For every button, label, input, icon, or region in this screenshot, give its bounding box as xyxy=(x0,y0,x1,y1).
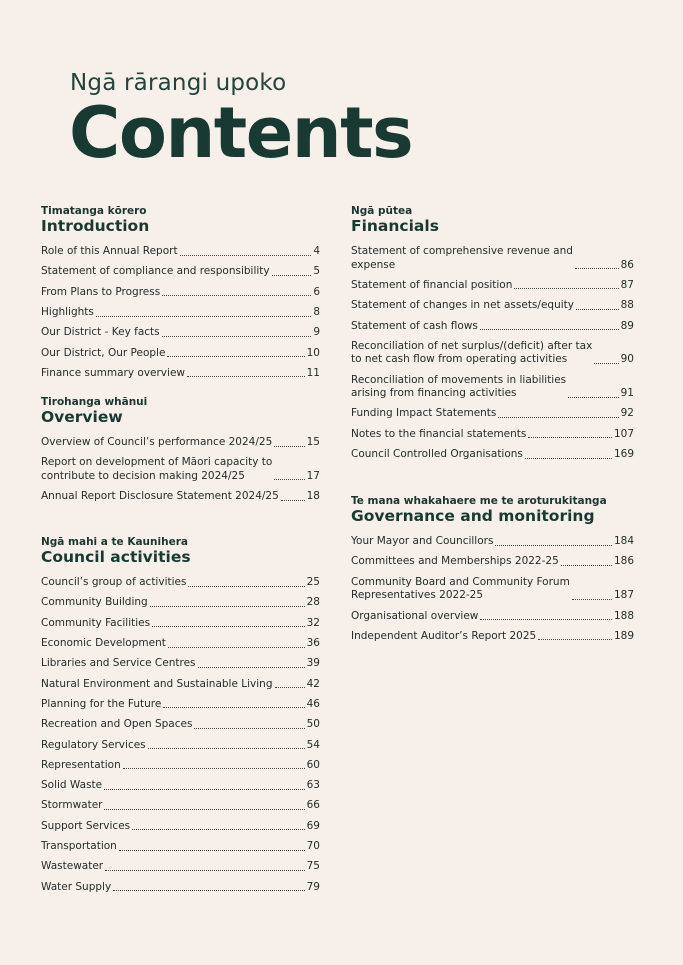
toc-entry[interactable] xyxy=(41,630,320,650)
toc-entry[interactable] xyxy=(351,441,634,461)
dot-leader xyxy=(150,606,305,607)
toc-page-number: 87 xyxy=(620,278,634,291)
section-heading: Governance and monitoring xyxy=(351,506,595,525)
toc-entry-title: Wastewater xyxy=(41,860,104,873)
toc-entry[interactable] xyxy=(351,623,634,643)
toc-entry-title: Role of this Annual Report xyxy=(41,245,178,258)
toc-page-number: 50 xyxy=(306,718,320,731)
toc-page-number: 11 xyxy=(306,366,320,379)
section-kicker: Tirohanga whānui xyxy=(41,396,148,408)
toc-entry-title: Our District - Key facts xyxy=(41,326,160,339)
toc-entry-title: Stormwater xyxy=(41,799,103,812)
toc-entry[interactable] xyxy=(351,333,634,367)
toc-entry[interactable] xyxy=(351,569,634,603)
toc-entry[interactable] xyxy=(41,651,320,671)
toc-page-number: 46 xyxy=(306,697,320,710)
section-kicker: Ngā pūtea xyxy=(351,205,413,217)
toc-entry-title: Statement of compliance and responsibility xyxy=(41,265,270,278)
toc-entry[interactable] xyxy=(41,671,320,691)
dot-leader xyxy=(162,336,312,337)
dot-leader xyxy=(528,437,612,438)
dot-leader xyxy=(123,768,305,769)
dot-leader xyxy=(180,255,312,256)
toc-entry[interactable] xyxy=(351,603,634,623)
dot-leader xyxy=(568,397,618,398)
toc-entry[interactable] xyxy=(351,421,634,441)
toc-entry-title: Community Building xyxy=(41,596,148,609)
section-financials xyxy=(351,206,634,462)
toc-page-number: 9 xyxy=(313,326,320,339)
toc-entry-title: Solid Waste xyxy=(41,779,103,792)
toc-page-number: 39 xyxy=(306,657,320,670)
toc-entry-title: Committees and Memberships 2022-25 xyxy=(351,555,559,568)
toc-entry-title: Report on development of Māori capacity to contribute to decision making 2024/25 xyxy=(41,456,273,482)
section-council-activities xyxy=(41,537,320,894)
toc-page-number: 25 xyxy=(306,576,320,589)
toc-entry-title: Statement of cash flows xyxy=(351,319,478,332)
toc-entry-title: Transportation xyxy=(41,840,117,853)
toc-page-number: 75 xyxy=(306,860,320,873)
toc-page-number: 187 xyxy=(613,589,634,602)
toc-entry-title: Notes to the financial statements xyxy=(351,427,527,440)
toc-entry-title: Funding Impact Statements xyxy=(351,407,497,420)
section-overview xyxy=(41,397,320,504)
toc-entry-title: Our District, Our People xyxy=(41,346,166,359)
dot-leader xyxy=(538,639,612,640)
toc-entry[interactable] xyxy=(41,874,320,894)
toc-entry[interactable] xyxy=(41,752,320,772)
toc-entry[interactable] xyxy=(41,569,320,589)
toc-page-number: 60 xyxy=(306,758,320,771)
section-heading: Introduction xyxy=(41,216,150,235)
toc-page-number: 91 xyxy=(620,387,634,400)
dot-leader xyxy=(480,329,619,330)
toc-page-number: 42 xyxy=(306,677,320,690)
toc-entry[interactable] xyxy=(41,483,320,503)
toc-entry-title: Council Controlled Organisations xyxy=(351,448,523,461)
toc-page-number: 184 xyxy=(613,535,634,548)
dot-leader xyxy=(272,275,312,276)
dot-leader xyxy=(480,619,612,620)
toc-entry[interactable] xyxy=(41,279,320,299)
dot-leader xyxy=(281,500,305,501)
toc-page-number: 28 xyxy=(306,596,320,609)
toc-entry-title: Statement of financial position xyxy=(351,278,513,291)
toc-entry[interactable] xyxy=(41,813,320,833)
dot-leader xyxy=(187,376,305,377)
toc-page-number: 79 xyxy=(306,880,320,893)
toc-page-number: 186 xyxy=(613,555,634,568)
toc-page-number: 63 xyxy=(306,779,320,792)
toc-entry[interactable] xyxy=(41,833,320,853)
toc-entry[interactable] xyxy=(41,711,320,731)
toc-entry[interactable] xyxy=(41,610,320,630)
toc-page-number: 18 xyxy=(306,490,320,503)
section-heading: Financials xyxy=(351,216,439,235)
toc-page-number: 188 xyxy=(613,609,634,622)
dot-leader xyxy=(163,707,304,708)
toc-entry[interactable] xyxy=(351,272,634,292)
toc-page-number: 15 xyxy=(306,436,320,449)
toc-page-number: 70 xyxy=(306,840,320,853)
toc-entry[interactable] xyxy=(41,450,320,484)
dot-leader xyxy=(576,309,619,310)
toc-page-number: 90 xyxy=(620,353,634,366)
toc-entry[interactable] xyxy=(41,360,320,380)
toc-page-number: 5 xyxy=(313,265,320,278)
dot-leader xyxy=(274,479,304,480)
page-subtitle: Ngā rārangi upoko xyxy=(70,70,287,96)
dot-leader xyxy=(198,667,305,668)
toc-entry[interactable] xyxy=(351,367,634,401)
toc-entry-title: Natural Environment and Sustainable Living xyxy=(41,677,273,690)
toc-entry-title: Recreation and Open Spaces xyxy=(41,718,193,731)
toc-page-number: 89 xyxy=(620,319,634,332)
toc-page-number: 88 xyxy=(620,299,634,312)
toc-entry-title: Support Services xyxy=(41,819,131,832)
toc-entry-title: Reconciliation of net surplus/(deficit) after tax to net cash flow from operating activities xyxy=(351,339,593,366)
section-kicker: Ngā mahi a te Kaunihera xyxy=(41,536,188,548)
toc-entry[interactable] xyxy=(41,320,320,340)
toc-entry-title: Finance summary overview xyxy=(41,366,185,379)
toc-entry-title: Planning for the Future xyxy=(41,697,162,710)
toc-entry[interactable] xyxy=(41,732,320,752)
toc-entry[interactable] xyxy=(351,401,634,421)
toc-entry-title: Regulatory Services xyxy=(41,738,146,751)
toc-page-number: 189 xyxy=(613,629,634,642)
toc-entry[interactable] xyxy=(351,528,634,548)
section-governance xyxy=(351,496,634,643)
dot-leader xyxy=(132,829,305,830)
dot-leader xyxy=(119,850,305,851)
toc-entry-title: Independent Auditor’s Report 2025 xyxy=(351,629,537,642)
toc-entry-title: Community Facilities xyxy=(41,616,151,629)
toc-entry[interactable] xyxy=(41,340,320,360)
dot-leader xyxy=(104,809,304,810)
toc-entry[interactable] xyxy=(41,238,320,258)
toc-page-number: 32 xyxy=(306,616,320,629)
dot-leader xyxy=(104,789,305,790)
toc-entry-title: Reconciliation of movements in liabilities arising from financing activities xyxy=(351,373,567,400)
toc-page-number: 107 xyxy=(613,427,634,440)
toc-page-number: 54 xyxy=(306,738,320,751)
toc-entry[interactable] xyxy=(41,429,320,449)
dot-leader xyxy=(148,748,305,749)
toc-entry[interactable] xyxy=(41,854,320,874)
dot-leader xyxy=(274,446,304,447)
dot-leader xyxy=(525,458,612,459)
toc-entry-title: Your Mayor and Councillors xyxy=(351,535,494,548)
toc-entry-title: Annual Report Disclosure Statement 2024/25 xyxy=(41,490,279,503)
toc-entry-title: Organisational overview xyxy=(351,609,479,622)
toc-page-number: 8 xyxy=(313,306,320,319)
dot-leader xyxy=(167,356,304,357)
dot-leader xyxy=(561,565,612,566)
toc-page-number: 66 xyxy=(306,799,320,812)
toc-entry[interactable] xyxy=(351,313,634,333)
toc-entry-title: Overview of Council’s performance 2024/25 xyxy=(41,436,273,449)
toc-entry-title: Representation xyxy=(41,758,121,771)
section-kicker: Te mana whakahaere me te aroturukitanga xyxy=(351,495,607,507)
dot-leader xyxy=(113,890,304,891)
dot-leader xyxy=(572,599,612,600)
page-title: Contents xyxy=(69,92,413,174)
toc-entry-title: Highlights xyxy=(41,306,94,319)
dot-leader xyxy=(152,626,305,627)
toc-entry-title: Libraries and Service Centres xyxy=(41,657,196,670)
toc-entry[interactable] xyxy=(351,549,634,569)
dot-leader xyxy=(575,268,619,269)
toc-entry-title: Community Board and Community Forum Representatives 2022-25 xyxy=(351,575,570,602)
toc-entry-title: Statement of changes in net assets/equity xyxy=(351,299,574,312)
toc-entry-title: Statement of comprehensive revenue and expense xyxy=(351,245,573,271)
toc-page-number: 92 xyxy=(620,407,634,420)
section-heading: Overview xyxy=(41,407,123,426)
toc-entry[interactable] xyxy=(351,238,634,272)
dot-leader xyxy=(275,687,305,688)
toc-page-number: 17 xyxy=(306,469,320,482)
dot-leader xyxy=(168,647,305,648)
toc-entry-title: Council’s group of activities xyxy=(41,576,187,589)
section-kicker: Timatanga kōrero xyxy=(41,205,147,217)
dot-leader xyxy=(498,417,618,418)
toc-entry-title: Water Supply xyxy=(41,880,112,893)
toc-page-number: 6 xyxy=(313,285,320,298)
dot-leader xyxy=(594,363,618,364)
dot-leader xyxy=(105,870,305,871)
toc-entry[interactable] xyxy=(41,299,320,319)
toc-entry[interactable] xyxy=(41,793,320,813)
toc-page-number: 4 xyxy=(313,245,320,258)
toc-entry[interactable] xyxy=(41,772,320,792)
toc-entry[interactable] xyxy=(41,259,320,279)
toc-entry-title: From Plans to Progress xyxy=(41,285,161,298)
toc-entry[interactable] xyxy=(351,292,634,312)
section-heading: Council activities xyxy=(41,547,191,566)
toc-page-number: 86 xyxy=(620,258,634,271)
section-introduction xyxy=(41,206,320,380)
toc-entry[interactable] xyxy=(41,590,320,610)
toc-page-number: 10 xyxy=(306,346,320,359)
toc-page-number: 69 xyxy=(306,819,320,832)
dot-leader xyxy=(514,288,618,289)
toc-page-number: 169 xyxy=(613,448,634,461)
toc-entry-title: Economic Development xyxy=(41,637,166,650)
toc-page-number: 36 xyxy=(306,637,320,650)
dot-leader xyxy=(495,545,612,546)
dot-leader xyxy=(96,316,311,317)
dot-leader xyxy=(194,728,304,729)
toc-entry[interactable] xyxy=(41,691,320,711)
dot-leader xyxy=(188,586,304,587)
dot-leader xyxy=(162,295,311,296)
